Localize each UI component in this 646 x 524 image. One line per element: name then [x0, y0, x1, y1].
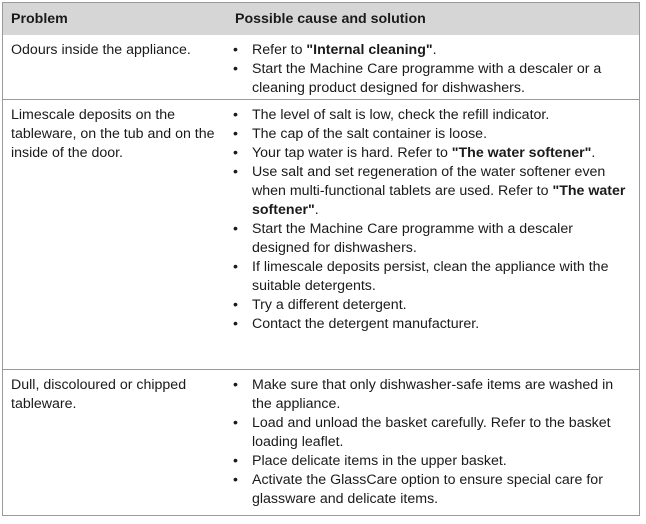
bullet-icon: •	[233, 107, 238, 123]
solution-text-main: The cap of the salt container is loose.	[252, 126, 488, 142]
list-item	[226, 258, 631, 296]
solution-text	[252, 144, 631, 163]
table-row	[3, 99, 639, 369]
solution-text	[252, 125, 631, 144]
list-item	[226, 296, 631, 315]
solution-text-main: Refer to	[252, 42, 307, 58]
solution-text-end: .	[314, 202, 319, 218]
list-item	[226, 163, 631, 220]
solution-text	[252, 258, 631, 296]
solution-cell	[226, 41, 639, 99]
solution-text-main: Start the Machine Care programme with a descaler designed for dishwashers.	[252, 221, 573, 256]
solution-text-main: The level of salt is low, check the refill indicator.	[252, 107, 550, 123]
bullet-icon: •	[233, 259, 238, 275]
solution-text	[252, 414, 631, 452]
bullet-icon: •	[233, 415, 238, 431]
bullet-icon: •	[233, 164, 238, 180]
bullet-icon: •	[233, 145, 238, 161]
solution-text-main: Contact the detergent manufacturer.	[252, 316, 480, 332]
solution-text	[252, 220, 631, 258]
bullet-icon: •	[233, 221, 238, 237]
list-item	[226, 471, 631, 509]
list-item	[226, 106, 631, 125]
problem-cell: Limescale deposits on the tableware, on the tub and on the inside of the door.	[11, 107, 215, 161]
bullet-icon: •	[233, 472, 238, 488]
troubleshooting-table	[2, 2, 640, 516]
problem-cell: Odours inside the appliance.	[11, 42, 191, 58]
list-item	[226, 60, 631, 98]
bullet-icon: •	[233, 297, 238, 313]
bullet-icon: •	[233, 453, 238, 469]
list-item	[226, 315, 631, 334]
solution-text-main: Place delicate items in the upper basket.	[252, 453, 507, 469]
solution-text-main: Activate the GlassCare option to ensure special care for glassware and delicate items.	[252, 472, 603, 507]
solution-cell	[226, 376, 639, 515]
list-item	[226, 125, 631, 144]
solution-text	[252, 60, 631, 98]
bullet-icon: •	[233, 61, 238, 77]
solution-list	[226, 376, 631, 509]
solution-text-main: If limescale deposits persist, clean the appliance with the suitable detergents.	[252, 259, 609, 294]
bullet-icon: •	[233, 126, 238, 142]
list-item	[226, 144, 631, 163]
solution-text-end: .	[591, 145, 596, 161]
list-item	[226, 452, 631, 471]
solution-list	[226, 106, 631, 334]
bullet-icon: •	[233, 316, 238, 332]
table-row	[3, 35, 639, 99]
solution-text	[252, 452, 631, 471]
table-row	[3, 369, 639, 515]
solution-text	[252, 296, 631, 315]
section-reference: "The water softener"	[451, 145, 592, 161]
header-problem: Problem	[11, 10, 68, 27]
solution-text-main: Try a different detergent.	[252, 297, 407, 313]
table-header	[3, 3, 639, 35]
solution-text	[252, 106, 631, 125]
solution-text	[252, 315, 631, 334]
solution-text	[252, 376, 631, 414]
solution-text-main: Make sure that only dishwasher-safe items are washed in the appliance.	[252, 377, 614, 412]
list-item	[226, 41, 631, 60]
problem-cell: Dull, discoloured or chipped tableware.	[11, 377, 187, 412]
bullet-icon: •	[233, 42, 238, 58]
bullet-icon: •	[233, 377, 238, 393]
list-item	[226, 414, 631, 452]
solution-text-main: Start the Machine Care programme with a descaler or a cleaning product designed for dishwashers.	[252, 61, 602, 96]
list-item	[226, 376, 631, 414]
solution-text-main: Load and unload the basket carefully. Refer to the basket loading leaflet.	[252, 415, 611, 450]
solution-text-end: .	[432, 42, 437, 58]
list-item	[226, 220, 631, 258]
header-solution: Possible cause and solution	[235, 10, 426, 27]
solution-text-main: Use salt and set regeneration of the water softener even when multi-functional tablets are used. Refer to	[252, 164, 606, 199]
solution-text	[252, 41, 631, 60]
solution-text-main: Your tap water is hard. Refer to	[252, 145, 452, 161]
section-reference: "Internal cleaning"	[306, 42, 433, 58]
section-reference: "The water softener"	[252, 183, 626, 218]
solution-list	[226, 41, 631, 98]
solution-text	[252, 163, 631, 220]
solution-cell	[226, 106, 639, 369]
solution-text	[252, 471, 631, 509]
